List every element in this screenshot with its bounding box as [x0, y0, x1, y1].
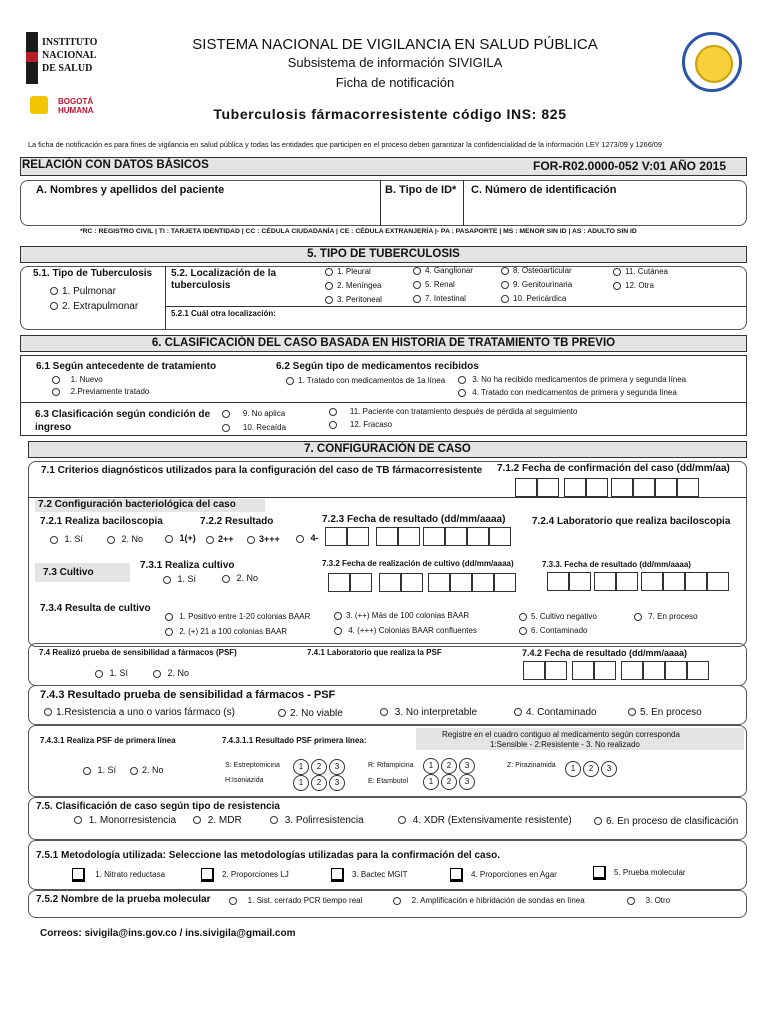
q74-label: 7.4 Realizó prueba de sensibilidad a fármacos (PSF) — [39, 648, 237, 657]
drug-e-label: E: Etambutol — [368, 778, 409, 785]
divider — [28, 497, 747, 498]
q74-no[interactable]: 2. No — [153, 668, 189, 678]
res-type-opt[interactable]: 1. Monorresistencia — [74, 815, 176, 826]
q734-label: 7.3.4 Resulta de cultivo — [40, 603, 151, 614]
loc-opt[interactable]: 8. Osteoarticular — [501, 266, 572, 275]
colombia-seal — [682, 32, 742, 92]
bogota-logo-text: BOGOTÁ HUMANA — [58, 97, 94, 115]
loc-opt[interactable]: 9. Genitourinaria — [501, 280, 572, 289]
date-cell[interactable] — [633, 478, 655, 497]
id-type-label: B. Tipo de ID* — [385, 184, 457, 196]
loc-opt[interactable]: 3. Peritoneal — [325, 295, 382, 304]
footer-emails: Correos: sivigila@ins.gov.co / ins.sivigila@gmail.com — [40, 928, 296, 939]
q721-yes[interactable]: 1. Sí — [50, 534, 83, 544]
mol-opt[interactable]: 1. Sist. cerrado PCR tiempo real — [229, 896, 362, 905]
q51-opt-extrapulmonar[interactable]: 2. Extrapulmonar — [50, 301, 138, 312]
psf-opt[interactable]: 3. No interpretable — [380, 707, 477, 718]
ins-logo-text: INSTITUTO NACIONAL DE SALUD — [42, 37, 98, 74]
q712-label: 7.1.2 Fecha de confirmación del caso (dd/mm/aa) — [497, 463, 730, 474]
id-type-input[interactable] — [384, 200, 458, 222]
q752-label: 7.5.2 Nombre de la prueba molecular — [36, 894, 211, 905]
id-number-input[interactable] — [468, 200, 738, 222]
page-ficha: Ficha de notificación — [335, 75, 455, 90]
date-cell[interactable] — [569, 572, 591, 591]
date-cell[interactable] — [445, 527, 467, 546]
drug-r-label: R: Rifampicina — [368, 762, 414, 769]
method-opt[interactable]: 3. Bactec MGIT — [331, 868, 408, 882]
section-7-header: 7. CONFIGURACIÓN DE CASO — [28, 441, 747, 458]
q722-opt[interactable]: 3+++ — [247, 534, 280, 544]
q63-label: 6.3 Clasificación según condición de ingreso — [35, 409, 211, 433]
date-cell[interactable] — [376, 527, 398, 546]
form-title: Tuberculosis fármacorresistente código INS: 825 — [213, 106, 567, 122]
date-cell[interactable] — [663, 572, 685, 591]
cult-opt[interactable]: 4. (+++) Colonias BAAR confluentes — [334, 626, 477, 635]
date-cell[interactable] — [450, 573, 472, 592]
cult-opt[interactable]: 1. Positivo entre 1-20 colonias BAAR — [165, 612, 310, 621]
q63-opt[interactable]: 11. Paciente con tratamiento después de pérdida al seguimiento — [329, 407, 577, 416]
date-cell[interactable] — [428, 573, 450, 592]
psf-opt[interactable]: 2. No viable — [278, 708, 343, 719]
q61-label: 6.1 Según antecedente de tratamiento — [36, 361, 217, 372]
divider — [165, 306, 747, 307]
q741-label: 7.4.1 Laboratorio que realiza la PSF — [307, 648, 442, 657]
section-5-header: 5. TIPO DE TUBERCULOSIS — [20, 246, 747, 263]
date-cell[interactable] — [643, 661, 665, 680]
q743-label: 7.4.3 Resultado prueba de sensibilidad a fármacos - PSF — [40, 689, 336, 701]
q732-label: 7.3.2 Fecha de realización de cultivo (dd/mm/aaaa) — [322, 559, 514, 568]
date-cell[interactable] — [328, 573, 350, 592]
q63-opt[interactable]: 10. Recaída — [222, 423, 286, 432]
q7431-yes[interactable]: 1. Sí — [83, 765, 116, 775]
date-cell[interactable] — [655, 478, 677, 497]
loc-opt[interactable]: 5. Renal — [413, 280, 455, 289]
date-cell[interactable] — [523, 661, 545, 680]
other-location-input[interactable] — [300, 308, 740, 326]
drug-r-options[interactable]: 1 2 3 — [423, 755, 477, 774]
q742-label: 7.4.2 Fecha de resultado (dd/mm/aaaa) — [522, 648, 688, 658]
q52-label: 5.2. Localización de la tuberculosis — [171, 268, 277, 291]
date-cell[interactable] — [641, 572, 663, 591]
psf-opt[interactable]: 4. Contaminado — [514, 707, 597, 718]
date-cell[interactable] — [665, 661, 687, 680]
disclaimer: La ficha de notificación es para fines de vigilancia en salud pública y todas las entidades que participen en el proceso deben garantizar la confidencialidad de la información LEY 1273/09 y 1266/09 — [28, 140, 662, 149]
q731-label: 7.3.1 Realiza cultivo — [140, 560, 235, 571]
drug-h-label: H:Isoniazida — [225, 777, 264, 784]
q721-no[interactable]: 2. No — [107, 534, 143, 544]
q73-label: 7.3 Cultivo — [43, 567, 94, 578]
q722-opt[interactable]: 2++ — [206, 534, 234, 544]
seal-inner — [695, 45, 733, 83]
q723-label: 7.2.3 Fecha de resultado (dd/mm/aaaa) — [322, 514, 506, 525]
date-cell[interactable] — [423, 527, 445, 546]
cult-opt[interactable]: 5. Cultivo negativo — [519, 612, 597, 621]
date-cell[interactable] — [494, 573, 516, 592]
cult-opt[interactable]: 2. (+) 21 a 100 colonias BAAR — [165, 627, 287, 636]
cult-opt[interactable]: 6. Contaminado — [519, 626, 587, 635]
date-cell[interactable] — [325, 527, 347, 546]
loc-opt[interactable]: 2. Meníngea — [325, 281, 381, 290]
drug-s-label: S: Estreptomicina — [225, 762, 280, 769]
q521-label: 5.2.1 Cuál otra localización: — [171, 309, 276, 318]
q74311-label: 7.4.3.1.1 Resultado PSF primera línea: — [222, 736, 367, 745]
section-6-header: 6. CLASIFICACIÓN DEL CASO BASADA EN HISTORIA DE TRATAMIENTO TB PREVIO — [20, 335, 747, 352]
loc-opt[interactable]: 10. Pericárdica — [501, 294, 566, 303]
page-subtitle: Subsistema de información SIVIGILA — [287, 55, 503, 70]
q741-lab-input[interactable] — [310, 662, 510, 680]
q72-label: 7.2 Configuración bacteriológica del caso — [38, 499, 236, 510]
q7431-label: 7.4.3.1 Realiza PSF de primera línea — [40, 736, 176, 745]
cult-opt[interactable]: 3. (++) Más de 100 colonias BAAR — [334, 611, 469, 620]
date-cell[interactable] — [515, 478, 537, 497]
date-cell[interactable] — [401, 573, 423, 592]
date-cell[interactable] — [472, 573, 494, 592]
q51-label: 5.1. Tipo de Tuberculosis — [33, 268, 153, 279]
q7431-no[interactable]: 2. No — [130, 765, 164, 775]
loc-opt[interactable]: 4. Ganglionar — [413, 266, 473, 275]
cult-opt[interactable]: 7. En proceso — [634, 612, 698, 621]
res-type-opt[interactable]: 4. XDR (Extensivamente resistente) — [398, 815, 572, 826]
date-cell[interactable] — [379, 573, 401, 592]
q722-opt[interactable]: 4- — [296, 533, 319, 543]
date-cell[interactable] — [572, 661, 594, 680]
q722-label: 7.2.2 Resultado — [200, 516, 274, 527]
date-cell[interactable] — [677, 478, 699, 497]
q724-lab-input[interactable] — [540, 530, 740, 548]
res-type-opt[interactable]: 6. En proceso de clasificación — [594, 816, 738, 827]
form-code: FOR-R02.0000-052 V:01 AÑO 2015 — [533, 159, 726, 173]
id-legend: *RC : REGISTRO CIVIL | TI : TARJETA IDENTIDAD | CC : CÉDULA CIUDADANÍA | CE : CÉDULA EXTRANJERÍA |- PA : PASAPORTE | MS : MENOR SIN ID | AS : ADULTO SIN ID — [80, 228, 637, 235]
q71-label: 7.1 Criterios diagnósticos utilizados para la configuración del caso de TB fármacorresistente — [41, 465, 483, 476]
q62-opt-3[interactable]: 3. No ha recibido medicamentos de primera y segunda línea — [458, 375, 686, 384]
loc-opt[interactable]: 12. Otra — [613, 281, 654, 290]
date-cell[interactable] — [616, 572, 638, 591]
basic-data-label: RELACIÓN CON DATOS BÁSICOS — [22, 159, 209, 171]
drug-e-options[interactable]: 1 2 3 — [423, 771, 477, 790]
q62-label: 6.2 Según tipo de medicamentos recibidos — [276, 361, 479, 372]
drug-s-options[interactable]: 1 2 3 — [293, 756, 347, 775]
drug-z-label: Z: Pirazinamida — [507, 762, 556, 769]
method-opt[interactable]: 4. Proporciones en Agar — [450, 868, 557, 882]
q61-opt[interactable]: 1. Nuevo — [52, 375, 103, 384]
q724-label: 7.2.4 Laboratorio que realiza baciloscopia — [532, 516, 731, 527]
divider — [165, 266, 166, 330]
loc-opt[interactable]: 1. Pleural — [325, 267, 371, 276]
date-cell[interactable] — [398, 527, 420, 546]
date-cell[interactable] — [707, 572, 729, 591]
q62-opt-4[interactable]: 4. Tratado con medicamentos de primera y segunda línea — [458, 388, 677, 397]
id-number-label: C. Número de identificación — [471, 184, 617, 196]
drug-z-options[interactable]: 1 2 3 — [565, 758, 619, 777]
mol-opt[interactable]: 3. Otro — [627, 896, 670, 905]
patient-name-input[interactable] — [30, 200, 375, 222]
method-opt[interactable]: 2. Proporciones LJ — [201, 868, 289, 882]
date-cell[interactable] — [347, 527, 369, 546]
q63-opt[interactable]: 12. Fracaso — [329, 420, 392, 429]
date-cell[interactable] — [594, 572, 616, 591]
date-cell[interactable] — [687, 661, 709, 680]
q51-opt-pulmonar[interactable]: 1. Pulmonar — [50, 286, 116, 297]
date-cell[interactable] — [685, 572, 707, 591]
q721-label: 7.2.1 Realiza baciloscopia — [40, 516, 163, 527]
q731-no[interactable]: 2. No — [222, 573, 258, 583]
date-cell[interactable] — [350, 573, 372, 592]
q63-opt[interactable]: 9. No aplica — [222, 409, 285, 418]
q61-opt[interactable]: 2.Previamente tratado — [52, 387, 149, 396]
q731-yes[interactable]: 1. Sí — [163, 574, 196, 584]
psf-opt[interactable]: 5. En proceso — [628, 707, 702, 718]
patient-name-label: A. Nombres y apellidos del paciente — [36, 184, 225, 196]
q74-yes[interactable]: 1. Sí — [95, 668, 128, 678]
method-opt[interactable]: 1. Nitrato reductasa — [72, 868, 165, 882]
res-type-opt[interactable]: 2. MDR — [193, 815, 242, 826]
date-cell[interactable] — [467, 527, 489, 546]
q751-label: 7.5.1 Metodología utilizada: Seleccione las metodologías utilizadas para la confirmación del caso. — [36, 850, 501, 861]
psf-note-2: 1:Sensible - 2:Resistente - 3. No realizado — [490, 740, 640, 749]
q62-opt-1[interactable]: 1. Tratado con medicamentos de 1a línea — [286, 376, 451, 385]
q75-label: 7.5. Clasificación de caso según tipo de resistencia — [36, 801, 280, 812]
loc-opt[interactable]: 7. Intestinal — [413, 294, 466, 303]
date-cell[interactable] — [545, 661, 567, 680]
divider — [20, 402, 747, 403]
mol-opt[interactable]: 2. Amplificación e hibridación de sondas en línea — [393, 896, 585, 905]
psf-opt[interactable]: 1.Resistencia a uno o varios fármaco (s) — [44, 707, 235, 718]
drug-h-options[interactable]: 1 2 3 — [293, 772, 347, 791]
page-title: SISTEMA NACIONAL DE VIGILANCIA EN SALUD PÚBLICA — [192, 36, 598, 53]
q722-opt[interactable]: 1(+) — [165, 533, 196, 543]
loc-opt[interactable]: 11. Cutánea — [613, 267, 668, 276]
q733-label: 7.3.3. Fecha de resultado (dd/mm/aaaa) — [542, 560, 691, 569]
date-cell[interactable] — [586, 478, 608, 497]
date-cell[interactable] — [537, 478, 559, 497]
divider — [380, 180, 381, 226]
date-cell[interactable] — [489, 527, 511, 546]
date-cell[interactable] — [594, 661, 616, 680]
date-cell[interactable] — [621, 661, 643, 680]
method-opt[interactable]: 5. Prueba molecular — [593, 866, 686, 880]
date-cell[interactable] — [611, 478, 633, 497]
divider — [463, 180, 464, 226]
date-cell[interactable] — [547, 572, 569, 591]
date-cell[interactable] — [564, 478, 586, 497]
q751-box — [28, 840, 747, 890]
res-type-opt[interactable]: 3. Polirresistencia — [270, 815, 364, 826]
psf-note: Registre en el cuadro contiguo al medicamento según corresponda — [442, 730, 680, 739]
